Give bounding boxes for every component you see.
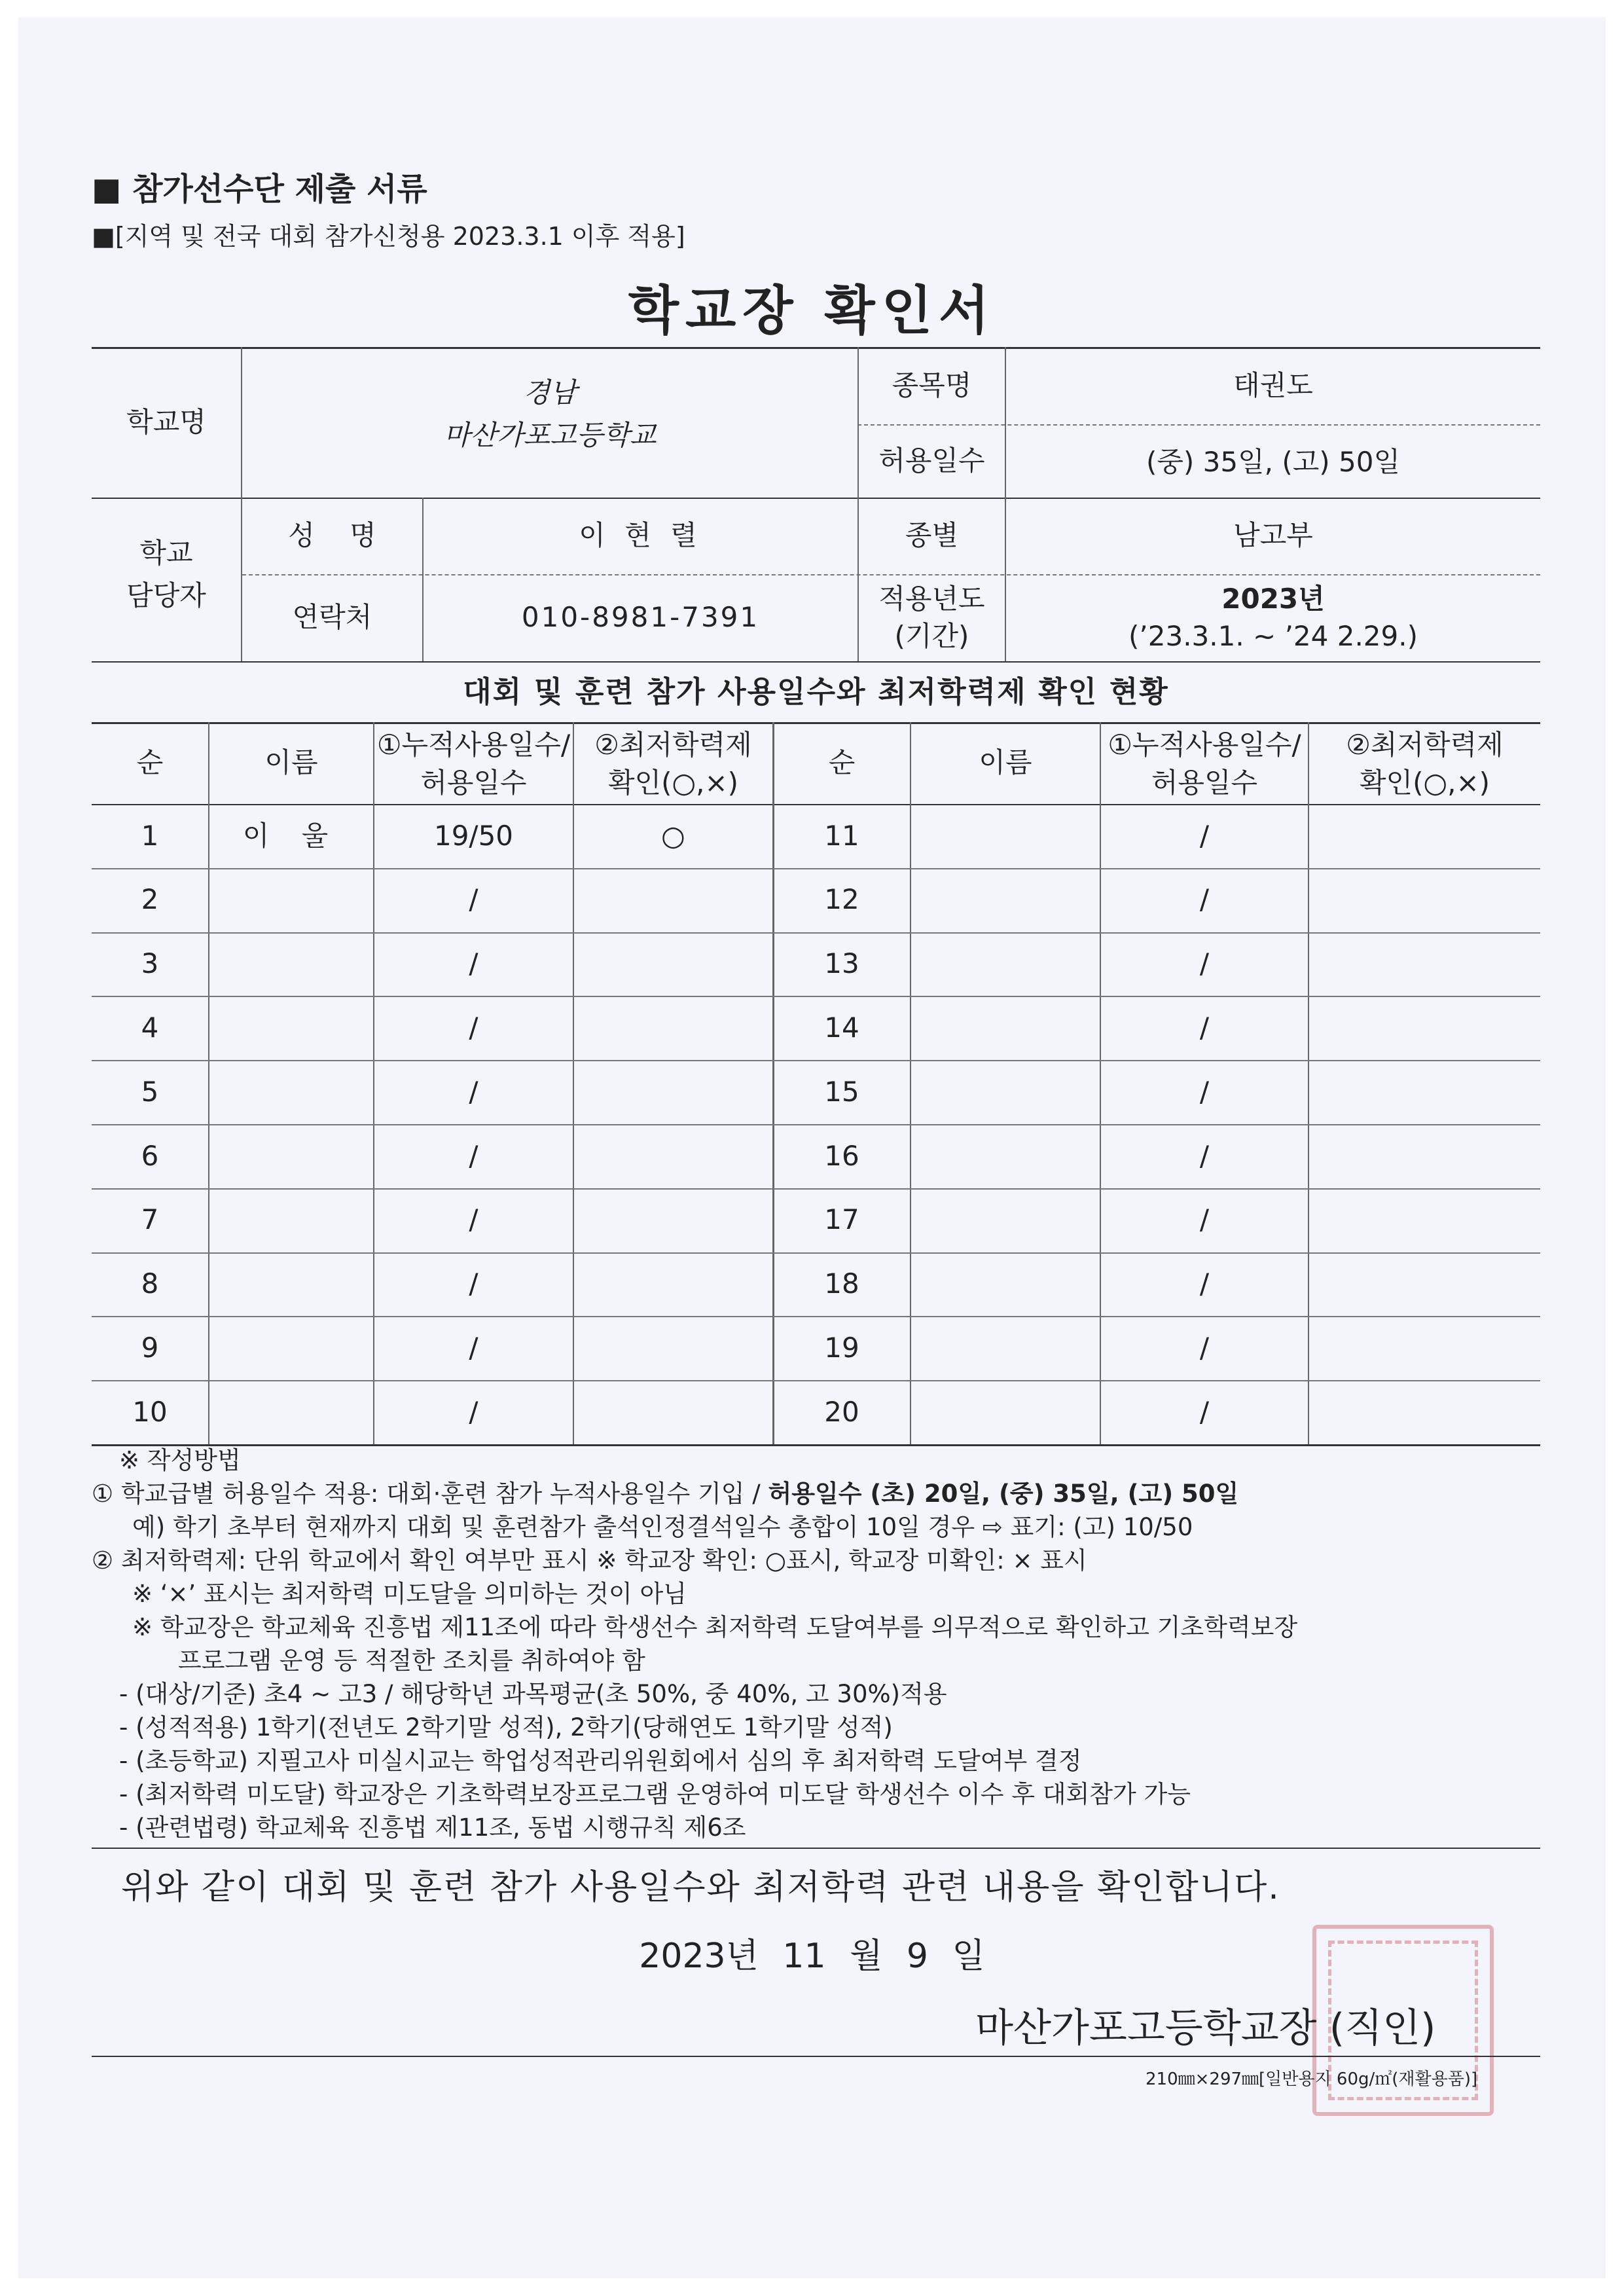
paper-spec: 210㎜×297㎜[일반용지 60g/㎡(재활용품)] xyxy=(1146,2069,1478,2089)
cell-min: ○ xyxy=(661,819,685,852)
cell-days2: / xyxy=(1199,1267,1210,1300)
status-section-title: 대회 및 훈련 참가 사용일수와 최저학력제 확인 현황 xyxy=(463,674,1169,710)
note-line xyxy=(92,1477,1532,1510)
cell-min xyxy=(574,1188,772,1252)
note-text: ① 학교급별 허용일수 적용: 대회·훈련 참가 누적사용일수 기입 / xyxy=(92,1480,768,1508)
apply-period-value: (’23.3.1. ~ ’24 2.29.) xyxy=(1128,619,1418,652)
row-divider xyxy=(92,996,1540,997)
note-line: ※ 학교장은 학교체육 진흥법 제11조에 따라 학생선수 최저학력 도달여부를 의무적으로 확인하고 기초학력보장 xyxy=(132,1613,1298,1641)
cell-no: 3 xyxy=(141,947,159,980)
col-header-no: 순 xyxy=(828,746,856,779)
contact-label: 연락처 xyxy=(292,601,372,634)
cell-name xyxy=(209,932,373,996)
cell-days2: / xyxy=(1199,1075,1210,1108)
col-header-days: ①누적사용일수/ xyxy=(376,728,571,761)
note-line: - (최저학력 미도달) 학교장은 기초학력보장프로그램 운영하여 미도달 학생선수 이수 후 대회참가 가능 xyxy=(119,1780,1191,1808)
cell-name2 xyxy=(911,1252,1100,1317)
cell-name2 xyxy=(911,1316,1100,1380)
note-line: - (초등학교) 지필고사 미실시교는 학업성적관리위원회에서 심의 후 최저학력 도달여부 결정 xyxy=(119,1747,1082,1775)
cell-days2: / xyxy=(1199,947,1210,980)
cell-no2: 19 xyxy=(824,1331,859,1364)
confirmation-statement: 위와 같이 대회 및 훈련 참가 사용일수와 최저학력 관련 내용을 확인합니다. xyxy=(121,1868,1280,1907)
cell-name: 이 울 xyxy=(242,819,340,852)
cell-min2 xyxy=(1309,868,1540,932)
note-line: 예) 학기 초부터 현재까지 대회 및 훈련참가 출석인정결석일수 총합이 10일 경우 ⇨ 표기: (고) 10/50 xyxy=(132,1513,1193,1541)
col-header-name: 이름 xyxy=(264,746,318,779)
cell-days2: / xyxy=(1199,1139,1210,1172)
col-header-days: 허용일수 xyxy=(420,766,527,799)
person-name-value: 이 현 렬 xyxy=(579,519,702,552)
info-bottom-border xyxy=(92,661,1540,663)
school-region: 경남 xyxy=(523,376,577,409)
cell-days2: / xyxy=(1199,1331,1210,1364)
cell-days: / xyxy=(469,947,478,980)
cell-days2: / xyxy=(1199,883,1210,916)
row-divider xyxy=(92,1252,1540,1254)
cell-min xyxy=(574,1380,772,1444)
cell-days: / xyxy=(469,1075,478,1108)
row-divider xyxy=(92,868,1540,869)
col-header-days: 허용일수 xyxy=(1151,766,1258,799)
allowed-days-value: (중) 35일, (고) 50일 xyxy=(1146,445,1401,478)
cell-days: / xyxy=(469,883,478,916)
cell-name2 xyxy=(911,932,1100,996)
cell-name xyxy=(209,868,373,932)
cell-no: 6 xyxy=(141,1139,159,1172)
usage-subtitle: ■[지역 및 전국 대회 참가신청용 2023.3.1 이후 적용] xyxy=(92,222,685,251)
col-header-min: 확인(○,×) xyxy=(607,766,739,799)
note-allowed-days: 허용일수 (초) 20일, (중) 35일, (고) 50일 xyxy=(768,1480,1239,1508)
cell-name2 xyxy=(911,1188,1100,1252)
note-line: ② 최저학력제: 단위 학교에서 확인 여부만 표시 ※ 학교장 확인: ○표시, 학교장 미확인: × 표시 xyxy=(92,1546,1087,1575)
principal-signature: 마산가포고등학교장 (직인) xyxy=(975,2005,1436,2051)
cell-name2 xyxy=(911,1380,1100,1444)
cell-name xyxy=(209,1060,373,1124)
cell-no: 9 xyxy=(141,1331,159,1364)
manager-label: 학교 xyxy=(139,536,193,569)
cell-name xyxy=(209,1316,373,1380)
cell-min2 xyxy=(1309,1124,1540,1188)
cell-min2 xyxy=(1309,1380,1540,1444)
cell-days2: / xyxy=(1199,1395,1210,1428)
cell-days: / xyxy=(469,1395,478,1428)
cell-min2 xyxy=(1309,804,1540,868)
cell-no2: 16 xyxy=(824,1139,859,1172)
cell-no2: 15 xyxy=(824,1075,859,1108)
cell-min xyxy=(574,996,772,1060)
apply-year-label: 적용년도 xyxy=(878,582,985,615)
manager-label: 담당자 xyxy=(126,579,206,611)
col-header-min: ②최저학력제 xyxy=(594,728,752,761)
cell-no: 2 xyxy=(141,883,159,916)
cell-no: 4 xyxy=(141,1011,159,1044)
cell-name2 xyxy=(911,868,1100,932)
cell-name xyxy=(209,1380,373,1444)
cell-days: / xyxy=(469,1267,478,1300)
cell-no: 7 xyxy=(141,1203,159,1236)
cell-no2: 14 xyxy=(824,1011,859,1044)
row-divider xyxy=(92,932,1540,934)
cell-min2 xyxy=(1309,1316,1540,1380)
school-name-value: 마산가포고등학교 xyxy=(443,418,657,451)
cell-no: 8 xyxy=(141,1267,159,1300)
cell-min xyxy=(574,932,772,996)
cell-min xyxy=(574,1124,772,1188)
school-name-label: 학교명 xyxy=(126,405,206,438)
col-header-days: ①누적사용일수/ xyxy=(1108,728,1301,761)
issue-date: 2023년 11 월 9 일 xyxy=(639,1937,985,1976)
cell-min2 xyxy=(1309,1060,1540,1124)
cell-name2 xyxy=(911,1124,1100,1188)
cell-min xyxy=(574,1252,772,1317)
category-label: 종별 xyxy=(905,519,959,552)
cell-no2: 18 xyxy=(824,1267,859,1300)
cell-min2 xyxy=(1309,1188,1540,1252)
cell-days: / xyxy=(469,1203,478,1236)
cell-name2 xyxy=(911,804,1100,868)
cell-days: 19/50 xyxy=(433,819,514,852)
row-divider xyxy=(92,1316,1540,1317)
cell-no2: 17 xyxy=(824,1203,859,1236)
cell-min xyxy=(574,868,772,932)
cell-days: / xyxy=(469,1011,478,1044)
cell-days2: / xyxy=(1199,1203,1210,1236)
contact-value: 010-8981-7391 xyxy=(521,601,760,634)
cell-no2: 12 xyxy=(824,883,859,916)
apply-year-label: (기간) xyxy=(894,619,969,652)
cell-min xyxy=(574,1060,772,1124)
cell-min xyxy=(574,1316,772,1380)
notes-heading: ※ 작성방법 xyxy=(119,1446,241,1474)
cell-name2 xyxy=(911,1060,1100,1124)
note-line: - (대상/기준) 초4 ~ 고3 / 해당학년 과목평균(초 50%, 중 40%, 고 30%)적용 xyxy=(119,1680,947,1708)
note-line: - (관련법령) 학교체육 진흥법 제11조, 동법 시행규칙 제6조 xyxy=(119,1813,746,1842)
apply-year-value: 2023년 xyxy=(1221,582,1325,615)
cell-days2: / xyxy=(1199,819,1210,852)
col-header-name: 이름 xyxy=(979,746,1032,779)
cell-days2: / xyxy=(1199,1011,1210,1044)
row-divider xyxy=(92,1124,1540,1125)
allowed-days-label: 허용일수 xyxy=(878,444,985,477)
cell-no2: 13 xyxy=(824,947,859,980)
cell-min2 xyxy=(1309,996,1540,1060)
cell-name xyxy=(209,1188,373,1252)
notes-bottom-border xyxy=(92,1848,1540,1849)
col-header-no: 순 xyxy=(136,746,164,779)
footer-border xyxy=(92,2056,1540,2057)
cell-days: / xyxy=(469,1139,478,1172)
note-line: ※ ‘×’ 표시는 최저학력 미도달을 의미하는 것이 아님 xyxy=(132,1580,687,1608)
sport-label: 종목명 xyxy=(892,369,972,401)
cell-name2 xyxy=(911,996,1100,1060)
person-name-label: 성 명 xyxy=(288,519,376,552)
row-divider xyxy=(92,1060,1540,1061)
cell-name xyxy=(209,1252,373,1317)
cell-days: / xyxy=(469,1331,478,1364)
note-line: - (성적적용) 1학기(전년도 2학기말 성적), 2학기(당해연도 1학기말 성적) xyxy=(119,1713,893,1741)
cell-name xyxy=(209,996,373,1060)
row-divider xyxy=(92,1380,1540,1381)
cell-no: 10 xyxy=(132,1395,168,1428)
note-line: 프로그램 운영 등 적절한 조치를 취하여야 함 xyxy=(178,1647,645,1675)
col-header-min: ②최저학력제 xyxy=(1346,728,1504,761)
cell-no2: 20 xyxy=(824,1395,859,1428)
row-divider xyxy=(92,1188,1540,1190)
document-title: 학교장 확인서 xyxy=(628,280,996,341)
cell-no2: 11 xyxy=(824,819,859,852)
col-header-min: 확인(○,×) xyxy=(1359,766,1490,799)
cell-name xyxy=(209,1124,373,1188)
section-heading: ■ 참가선수단 제출 서류 xyxy=(92,171,427,208)
instructions xyxy=(92,1444,1532,1844)
cell-min2 xyxy=(1309,1252,1540,1317)
cell-min2 xyxy=(1309,932,1540,996)
sport-value: 태권도 xyxy=(1233,369,1313,401)
cell-no: 5 xyxy=(141,1075,159,1108)
cell-no: 1 xyxy=(141,819,159,852)
category-value: 남고부 xyxy=(1233,519,1313,552)
